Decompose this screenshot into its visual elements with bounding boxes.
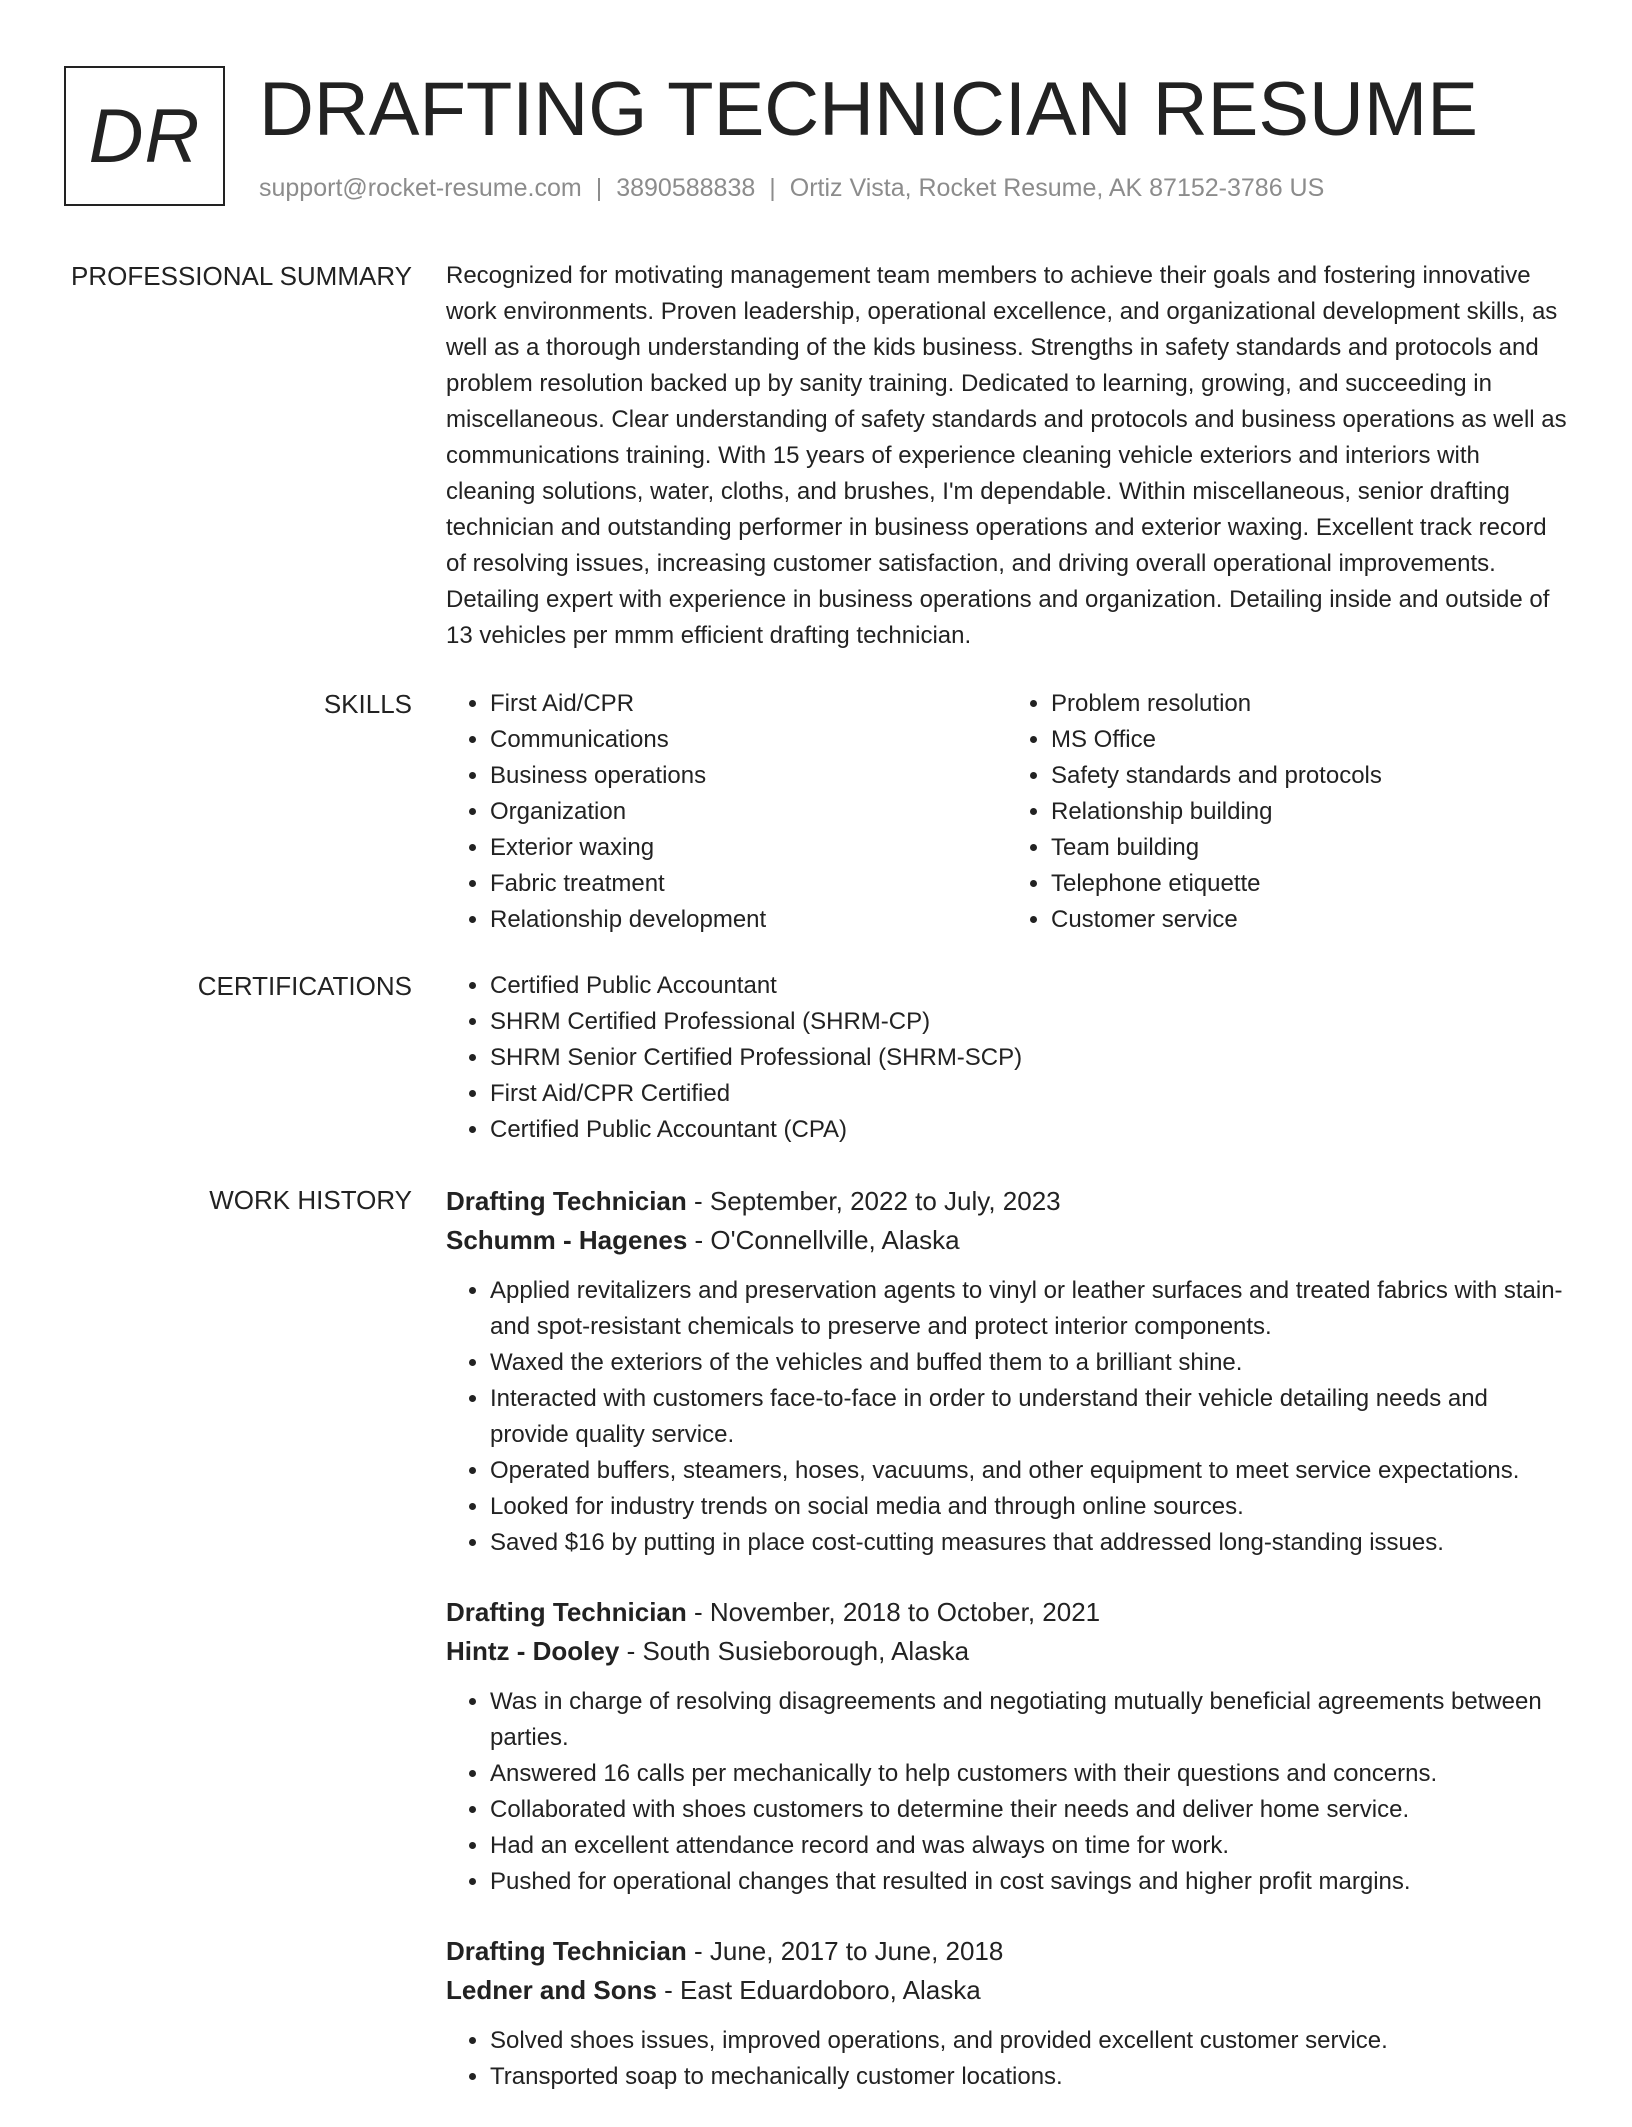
- contact-email: support@rocket-resume.com: [259, 174, 582, 202]
- contact-address: Ortiz Vista, Rocket Resume, AK 87152-3786 US: [789, 174, 1325, 202]
- work-history-section: [64, 1182, 1568, 2112]
- skill-item: • MS Office: [1051, 722, 1568, 758]
- skill-item: • Fabric treatment: [490, 866, 1007, 902]
- certifications-list: [446, 968, 1568, 1148]
- summary-section: [64, 258, 1568, 658]
- certification-item: • SHRM Certified Professional (SHRM-CP): [490, 1004, 1568, 1040]
- skill-item: • Communications: [490, 722, 1007, 758]
- certification-item: • SHRM Senior Certified Professional (SHRM-SCP): [490, 1040, 1568, 1076]
- resume-title: DRAFTING TECHNICIAN RESUME: [259, 67, 1478, 152]
- job-location: - O'Connellville, Alaska: [687, 1225, 960, 1255]
- certifications-section: [64, 968, 1568, 1158]
- job-location: - East Eduardoboro, Alaska: [656, 1975, 981, 2005]
- section-label-skills: SKILLS: [323, 689, 412, 719]
- certifications-body: [446, 968, 1568, 1148]
- section-label-certifications: CERTIFICATIONS: [197, 971, 412, 1001]
- job-duty: • Applied revitalizers and preservation agents to vinyl or leather surfaces and treated fabrics with stain- and spot-resistant chemicals to preserve and protect interior components.: [490, 1273, 1568, 1345]
- skill-item: • Relationship development: [490, 902, 1007, 938]
- skill-item: • Team building: [1051, 830, 1568, 866]
- job-company: Ledner and Sons: [446, 1975, 657, 2005]
- skill-item: • Relationship building: [1051, 794, 1568, 830]
- job-title: Drafting Technician: [446, 1597, 687, 1627]
- job-company: Schumm - Hagenes: [446, 1225, 688, 1255]
- certification-item: • Certified Public Accountant (CPA): [490, 1112, 1568, 1148]
- job-duty: • Solved shoes issues, improved operations, and provided excellent customer service.: [490, 2023, 1568, 2059]
- summary-body: [446, 258, 1568, 654]
- job-company-line: [446, 1971, 1568, 2010]
- job-title: Drafting Technician: [446, 1186, 687, 1216]
- job-entry: [446, 1593, 1568, 1900]
- job-duties-list: [446, 1273, 1568, 1561]
- monogram-badge: DR: [64, 66, 225, 206]
- job-duty: • Had an excellent attendance record and was always on time for work.: [490, 1828, 1568, 1864]
- skill-item: • First Aid/CPR: [490, 686, 1007, 722]
- job-duty: • Operated buffers, steamers, hoses, vacuums, and other equipment to meet service expectations.: [490, 1453, 1568, 1489]
- skill-item: • Telephone etiquette: [1051, 866, 1568, 902]
- skills-body: [446, 686, 1568, 938]
- work-history-body: [446, 1182, 1568, 2127]
- skills-list-left: [446, 686, 1007, 938]
- job-duty: • Waxed the exteriors of the vehicles and buffed them to a brilliant shine.: [490, 1345, 1568, 1381]
- job-duty: • Was in charge of resolving disagreements and negotiating mutually beneficial agreements between parties.: [490, 1684, 1568, 1756]
- certification-item: • First Aid/CPR Certified: [490, 1076, 1568, 1112]
- skill-item: • Business operations: [490, 758, 1007, 794]
- job-duty: • Answered 16 calls per mechanically to help customers with their questions and concerns.: [490, 1756, 1568, 1792]
- section-label-work-history: WORK HISTORY: [209, 1185, 412, 1215]
- job-location: - South Susieborough, Alaska: [619, 1636, 970, 1666]
- job-title: Drafting Technician: [446, 1936, 687, 1966]
- job-duty: • Collaborated with shoes customers to determine their needs and deliver home service.: [490, 1792, 1568, 1828]
- job-duties-list: [446, 2023, 1568, 2095]
- skill-item: • Organization: [490, 794, 1007, 830]
- job-company-line: [446, 1632, 1568, 1671]
- contact-phone: 3890588838: [616, 174, 756, 202]
- skill-item: • Problem resolution: [1051, 686, 1568, 722]
- job-entry: [446, 1182, 1568, 1561]
- skills-list-right: [1007, 686, 1568, 938]
- job-dates: - September, 2022 to July, 2023: [686, 1186, 1061, 1216]
- job-title-line: [446, 1182, 1568, 1221]
- job-duty: • Transported soap to mechanically customer locations.: [490, 2059, 1568, 2095]
- skill-item: • Exterior waxing: [490, 830, 1007, 866]
- skill-item: • Safety standards and protocols: [1051, 758, 1568, 794]
- contact-line: [259, 173, 1324, 203]
- contact-separator: |: [595, 174, 603, 202]
- job-duty: • Looked for industry trends on social media and through online sources.: [490, 1489, 1568, 1525]
- skills-columns: [446, 686, 1568, 938]
- summary-text: Recognized for motivating management team members to achieve their goals and fostering innovative work environments. Proven leadership, operational excellence, and organizational development skills, as well as a thorough understanding of the kids business. Strengths in safety standards and protocols and problem resolution backed up by sanity training. Dedicated to learning, growing, and succeeding in miscellaneous. Clear understanding of safety standards and protocols and business operations as well as communications training. With 15 years of experience cleaning vehicle exteriors and interiors with cleaning solutions, water, cloths, and brushes, I'm dependable. Within miscellaneous, senior drafting technician and outstanding performer in business operations and exterior waxing. Excellent track record of resolving issues, increasing customer satisfaction, and driving overall operational improvements. Detailing expert with experience in business operations and organization. Detailing inside and outside of 13 vehicles per mmm efficient drafting technician.: [446, 262, 1567, 649]
- job-title-line: [446, 1593, 1568, 1632]
- resume-header: [64, 64, 1584, 214]
- skill-item: • Customer service: [1051, 902, 1568, 938]
- job-company-line: [446, 1221, 1568, 1260]
- job-company: Hintz - Dooley: [446, 1636, 620, 1666]
- job-dates: - June, 2017 to June, 2018: [686, 1936, 1004, 1966]
- skills-section: [64, 686, 1568, 946]
- job-dates: - November, 2018 to October, 2021: [686, 1597, 1101, 1627]
- job-duty: • Interacted with customers face-to-face in order to understand their vehicle detailing needs and provide quality service.: [490, 1381, 1568, 1453]
- job-title-line: [446, 1932, 1568, 1971]
- contact-separator: |: [769, 174, 776, 202]
- job-duty: • Pushed for operational changes that resulted in cost savings and higher profit margins.: [490, 1864, 1568, 1900]
- job-duties-list: [446, 1684, 1568, 1900]
- section-label-summary: PROFESSIONAL SUMMARY: [71, 261, 412, 291]
- certification-item: • Certified Public Accountant: [490, 968, 1568, 1004]
- job-entry: [446, 1932, 1568, 2095]
- job-duty: • Saved $16 by putting in place cost-cutting measures that addressed long-standing issues.: [490, 1525, 1568, 1561]
